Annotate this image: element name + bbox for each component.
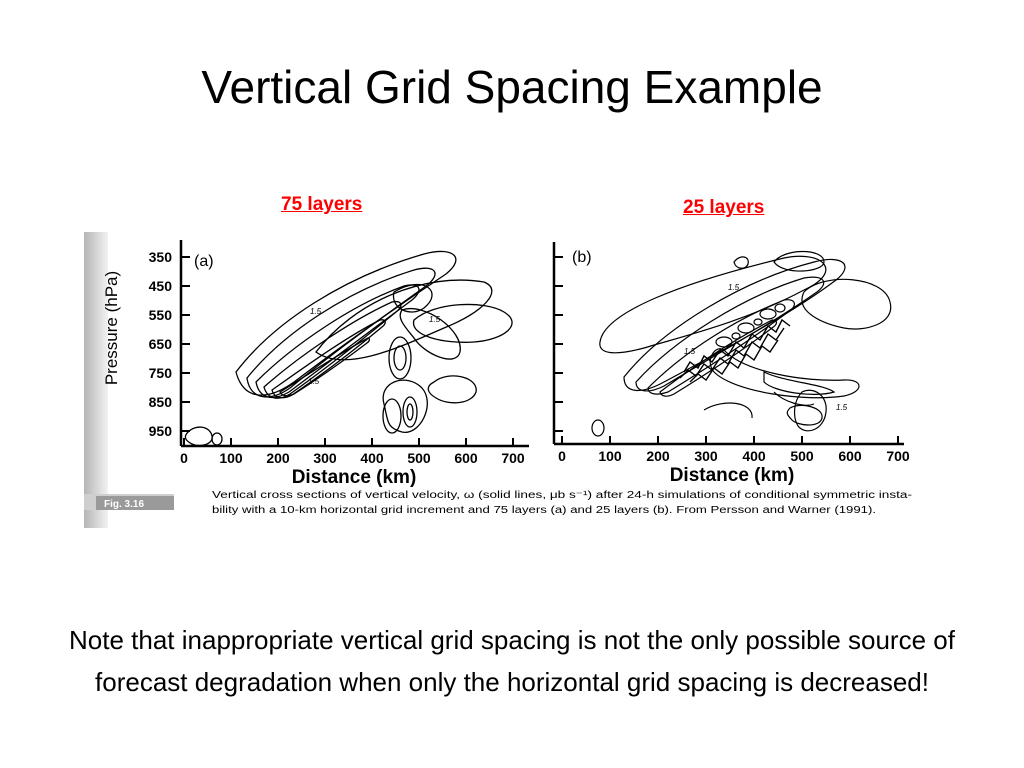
label-75-layers: 75 layers <box>281 194 363 215</box>
contour-label-b1: 1.5 <box>728 283 740 292</box>
y-tick-label: 650 <box>148 336 172 352</box>
b-x-tick-label: 0 <box>558 448 566 464</box>
contour-label-b2: 1.5 <box>836 403 848 412</box>
a-x-tick-label: 200 <box>266 450 290 466</box>
x-axis-label-a: Distance (km) <box>291 467 417 488</box>
b-x-tick-label: 400 <box>742 448 766 464</box>
slide-note: Note that inappropriate vertical grid spacing is not the only possible source of forecast degradation when only the horizontal grid spacing is decreased! <box>69 625 955 697</box>
panel-a-tag: (a) <box>194 253 214 270</box>
a-x-tick-label: 600 <box>454 450 478 466</box>
y-axis-label: Pressure (hPa) <box>102 270 121 386</box>
a-x-tick-label: 400 <box>360 450 384 466</box>
contours-a <box>185 251 512 445</box>
y-tick-label: 450 <box>148 278 172 294</box>
y-tick-label: 350 <box>148 249 172 265</box>
b-x-tick-label: 300 <box>694 448 718 464</box>
b-x-tick-label: 100 <box>598 448 622 464</box>
b-x-tick-label: 500 <box>790 448 814 464</box>
panel-a <box>102 240 529 488</box>
caption-line-2: bility with a 10-km horizontal grid increment and 75 layers (a) and 25 layers (b). From Persson and Warner (1991). <box>212 505 876 516</box>
b-x-tick-label: 600 <box>838 448 862 464</box>
b-x-tick-label: 700 <box>886 448 910 464</box>
b-x-tick-label: 200 <box>646 448 670 464</box>
contour-label-a3: 1.5 <box>308 377 320 386</box>
y-tick-label: 850 <box>148 394 172 410</box>
figure-number: Fig. 3.16 <box>104 499 145 510</box>
cross-section-figure <box>84 232 924 528</box>
contour-label-a1: 1.5 <box>310 307 322 316</box>
slide-title: Vertical Grid Spacing Example <box>201 61 823 113</box>
x-axis-label-b: Distance (km) <box>669 465 795 486</box>
a-x-tick-label: 300 <box>313 450 337 466</box>
contour-label-a2: 1.5 <box>429 315 441 324</box>
caption-line-1: Vertical cross sections of vertical velocity, ω (solid lines, μb s⁻¹) after 24-h simulations of conditional symmetric insta- <box>212 490 912 501</box>
contour-label-b3: 1.5 <box>684 347 696 356</box>
y-tick-label: 950 <box>148 423 172 439</box>
a-x-tick-label: 500 <box>407 450 431 466</box>
a-x-tick-label: 100 <box>219 450 243 466</box>
label-25-layers: 25 layers <box>683 197 765 218</box>
panel-b <box>554 242 910 486</box>
y-tick-label: 750 <box>148 365 172 381</box>
figure-caption <box>96 490 912 516</box>
a-x-tick-label: 0 <box>180 450 188 466</box>
y-tick-label: 550 <box>148 307 172 323</box>
a-x-tick-label: 700 <box>501 450 525 466</box>
panel-b-tag: (b) <box>572 249 592 266</box>
